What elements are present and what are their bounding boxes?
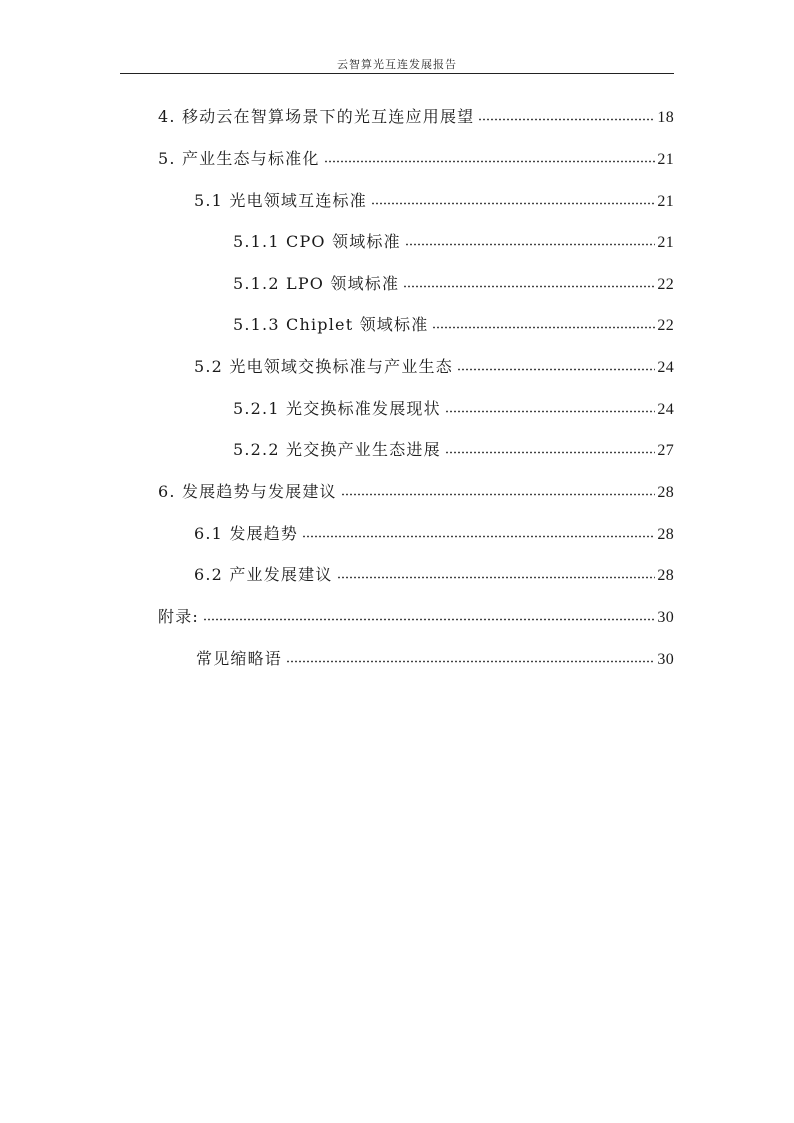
toc-entry-5-1-3[interactable] (233, 313, 674, 337)
toc-entry-title: 5. 产业生态与标准化 (158, 149, 320, 168)
toc-page-number: 28 (657, 484, 674, 501)
toc-entry-title: 附录: (158, 607, 199, 626)
toc-page-number: 30 (657, 651, 674, 668)
toc-dot-leader (432, 315, 655, 329)
toc-entry-title: 5.2.2 光交换产业生态进展 (233, 440, 441, 459)
toc-entry-title: 5.1.3 Chiplet 领域标准 (233, 315, 429, 334)
toc-dot-leader (445, 440, 656, 454)
toc-entry-5-1-2[interactable] (233, 272, 674, 296)
toc-entry-abbreviations[interactable] (196, 647, 674, 671)
toc-entry-appendix[interactable] (158, 605, 674, 629)
toc-page-number: 22 (657, 276, 674, 293)
header-rule (120, 73, 674, 74)
toc-entry-5[interactable] (158, 147, 674, 171)
toc-entry-5-2-2[interactable] (233, 438, 674, 462)
toc-entry-6-1[interactable] (194, 522, 674, 546)
toc-page-number: 18 (657, 109, 674, 126)
toc-dot-leader (371, 191, 655, 205)
toc-entry-title: 6. 发展趋势与发展建议 (158, 482, 337, 501)
toc-entry-title: 5.2.1 光交换标准发展现状 (233, 399, 441, 418)
toc-entry-title: 5.1.2 LPO 领域标准 (233, 274, 400, 293)
toc-entry-title: 5.2 光电领域交换标准与产业生态 (194, 357, 453, 376)
toc-entry-4[interactable] (158, 105, 674, 129)
toc-entry-5-2[interactable] (194, 355, 674, 379)
toc-dot-leader (203, 607, 655, 621)
toc-entry-title: 常见缩略语 (196, 649, 283, 668)
toc-entry-title: 6.1 发展趋势 (194, 524, 299, 543)
toc-page-number: 28 (657, 526, 674, 543)
toc-entry-6[interactable] (158, 480, 674, 504)
toc-entry-5-1[interactable] (194, 189, 674, 213)
toc-page-number: 30 (657, 609, 674, 626)
toc-dot-leader (341, 482, 656, 496)
toc-dot-leader (457, 357, 655, 371)
toc-dot-leader (337, 565, 656, 579)
toc-dot-leader (324, 149, 656, 163)
toc-page-number: 21 (657, 193, 674, 210)
toc-entry-6-2[interactable] (194, 563, 674, 587)
running-header: 云智算光互连发展报告 (337, 58, 457, 71)
toc-page-number: 21 (657, 151, 674, 168)
toc-entry-5-2-1[interactable] (233, 397, 674, 421)
toc-dot-leader (478, 107, 655, 121)
toc-entry-5-1-1[interactable] (233, 230, 674, 254)
toc-page-number: 22 (657, 317, 674, 334)
toc-dot-leader (302, 524, 655, 538)
toc-page-number: 24 (657, 359, 674, 376)
toc-dot-leader (405, 232, 656, 246)
toc-page-number: 21 (657, 234, 674, 251)
toc-dot-leader (403, 274, 655, 288)
toc-entry-title: 4. 移动云在智算场景下的光互连应用展望 (158, 107, 475, 126)
toc-dot-leader (286, 649, 655, 663)
toc-dot-leader (445, 399, 656, 413)
toc-entry-title: 5.1.1 CPO 领域标准 (233, 232, 401, 251)
toc-page-number: 27 (657, 442, 674, 459)
toc-page-number: 24 (657, 401, 674, 418)
toc-page-number: 28 (657, 567, 674, 584)
toc-entry-title: 5.1 光电领域互连标准 (194, 191, 367, 210)
toc-entry-title: 6.2 产业发展建议 (194, 565, 333, 584)
